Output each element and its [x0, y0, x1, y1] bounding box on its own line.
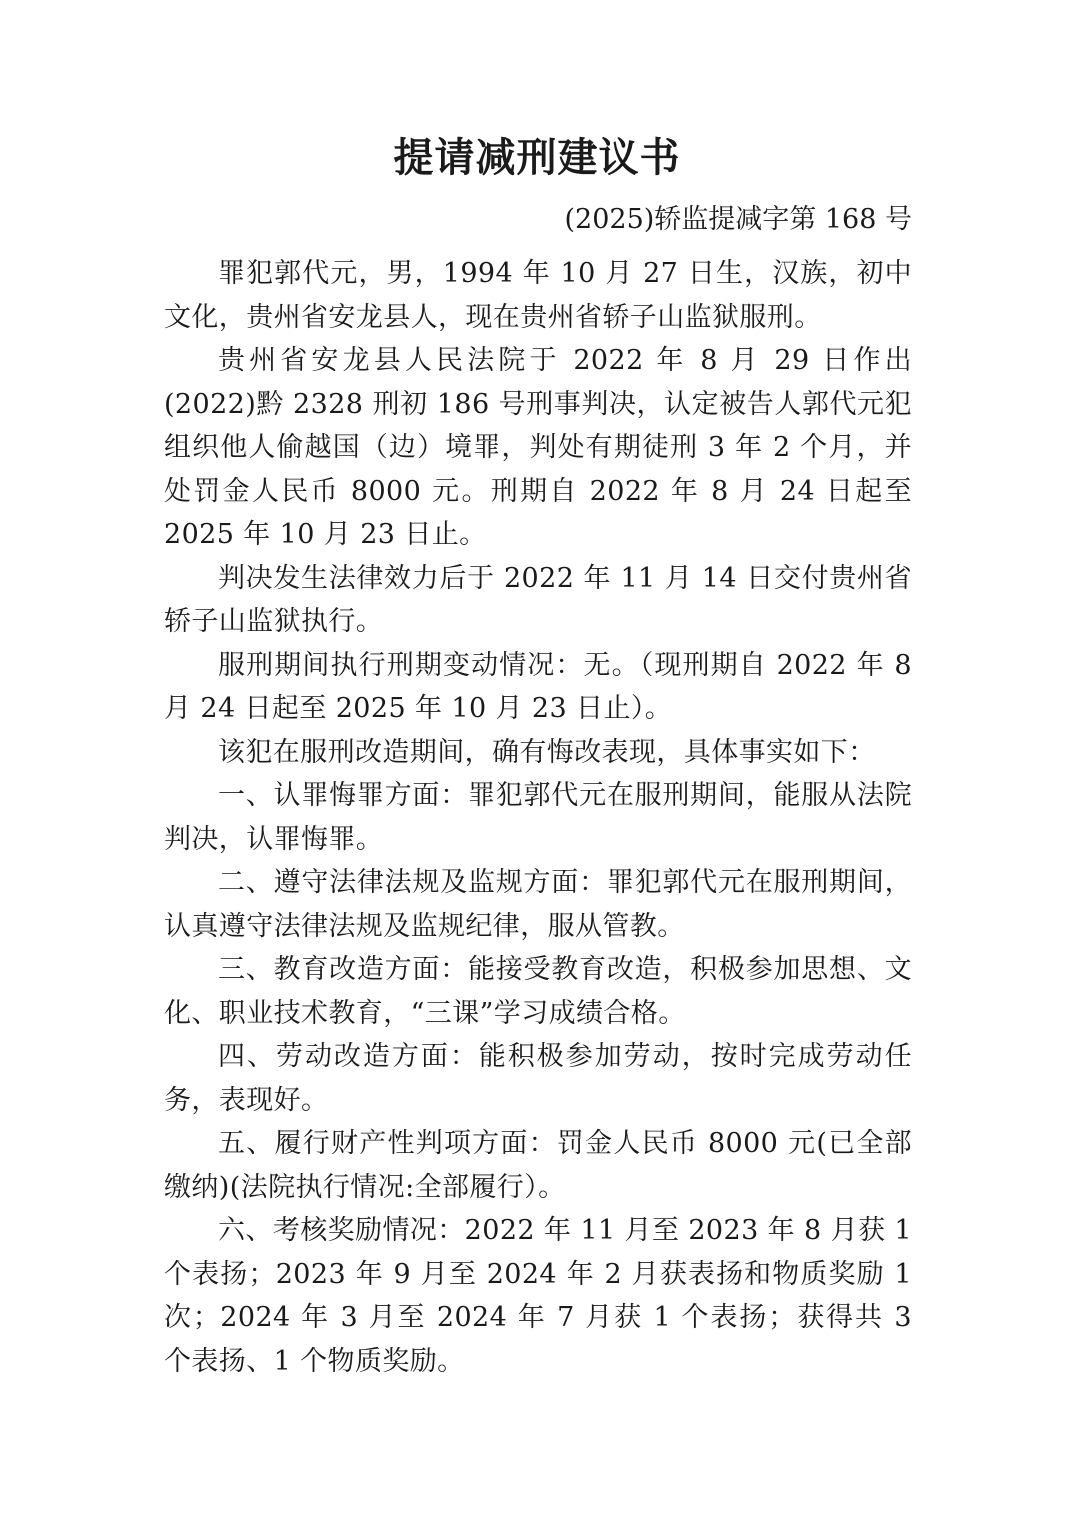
paragraph-judgment: 贵州省安龙县人民法院于 2022 年 8 月 29 日作出(2022)黔 2328 刑初 186 号刑事判决，认定被告人郭代元犯组织他人偷越国（边）境罪，判处有期徒刑 3 年 2 个月，并处罚金人民币 8000 元。刑期自 2022 年 8 月 24 日起至 2025 年 10 月 23 日止。	[164, 345, 912, 550]
document-title: 提请减刑建议书	[393, 134, 681, 181]
document-body	[164, 252, 912, 1383]
paragraph-item-2: 二、遵守法律法规及监规方面：罪犯郭代元在服刑期间，认真遵守法律法规及监规纪律，服从管教。	[164, 867, 912, 942]
paragraph-item-4: 四、劳动改造方面：能积极参加劳动，按时完成劳动任务，表现好。	[164, 1041, 912, 1116]
paragraph-execution: 判决发生法律效力后于 2022 年 11 月 14 日交付贵州省轿子山监狱执行。	[164, 562, 912, 637]
paragraph-item-6: 六、考核奖励情况：2022 年 11 月至 2023 年 8 月获 1 个表扬；2023 年 9 月至 2024 年 2 月获表扬和物质奖励 1 次；2024 年 3 月至 2024 年 7 月获 1 个表扬；获得共 3 个表扬、1 个物质奖励。	[164, 1215, 912, 1377]
paragraph-item-1: 一、认罪悔罪方面：罪犯郭代元在服刑期间，能服从法院判决，认罪悔罪。	[164, 780, 912, 855]
paragraph-sentence-changes: 服刑期间执行刑期变动情况：无。（现刑期自 2022 年 8 月 24 日起至 2025 年 10 月 23 日止）。	[164, 649, 912, 724]
paragraph-item-5: 五、履行财产性判项方面：罚金人民币 8000 元(已全部缴纳)(法院执行情况:全部履行）。	[164, 1128, 912, 1203]
paragraph-repentance-intro: 该犯在服刑改造期间，确有悔改表现，具体事实如下：	[218, 736, 876, 768]
paragraph-criminal-info: 罪犯郭代元，男，1994 年 10 月 27 日生，汉族，初中文化，贵州省安龙县人，现在贵州省轿子山监狱服刑。	[164, 258, 912, 333]
paragraph-item-3: 三、教育改造方面：能接受教育改造，积极参加思想、文化、职业技术教育，“三课”学习成绩合格。	[164, 954, 912, 1029]
document-number: (2025)轿监提减字第 168 号	[564, 204, 912, 235]
